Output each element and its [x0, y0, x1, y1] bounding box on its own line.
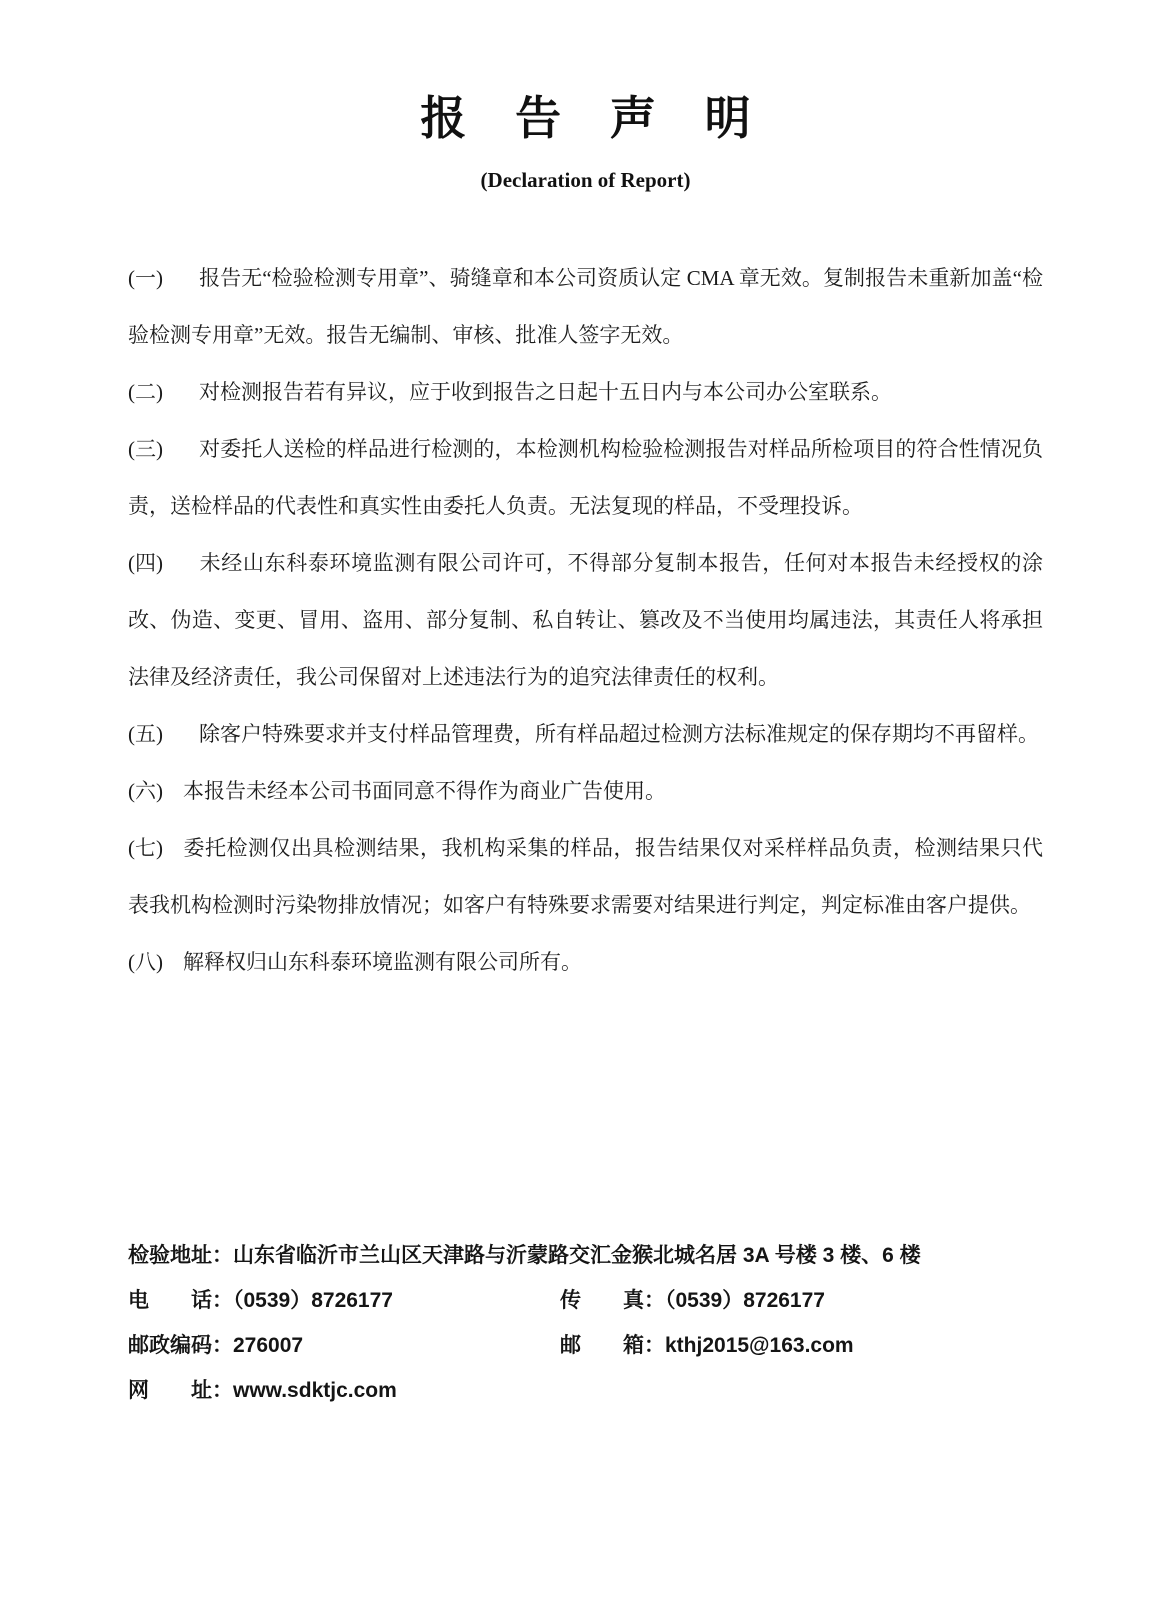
fax	[560, 1278, 1043, 1323]
contact-footer	[128, 1233, 1043, 1413]
fax-label: 传 真：	[560, 1289, 665, 1312]
footer-row-address	[128, 1233, 1043, 1278]
page-title: 报 告 声 明	[420, 92, 769, 144]
declaration-text: 对委托人送检的样品进行检测的，本检测机构检验检测报告对样品所检项目的符合性情况负责，送检样品的代表性和真实性由委托人负责。无法复现的样品，不受理投诉。	[128, 437, 1043, 518]
declaration-item-5	[128, 706, 1043, 763]
fax-value: （0539）8726177	[665, 1289, 825, 1312]
declaration-number: (七)	[128, 836, 163, 860]
declaration-item-3	[128, 421, 1043, 535]
address-label: 检验地址：	[128, 1244, 233, 1267]
footer-row-website	[128, 1368, 1043, 1413]
website-label: 网 址：	[128, 1379, 233, 1402]
page-subtitle: (Declaration of Report)	[480, 168, 691, 192]
footer-row-phone-fax	[128, 1278, 1043, 1323]
declaration-number: (八)	[128, 950, 163, 974]
website-value: www.sdktjc.com	[233, 1379, 397, 1402]
declaration-number: (二)	[128, 380, 163, 404]
declaration-list	[128, 250, 1043, 991]
inspection-address	[128, 1233, 1043, 1278]
phone-value: （0539）8726177	[233, 1289, 393, 1312]
footer-row-postcode-email	[128, 1323, 1043, 1368]
email-label: 邮 箱：	[560, 1334, 665, 1357]
declaration-text: 对检测报告若有异议，应于收到报告之日起十五日内与本公司办公室联系。	[199, 380, 892, 404]
phone-label: 电 话：	[128, 1289, 233, 1312]
declaration-item-4	[128, 535, 1043, 706]
declaration-item-8	[128, 934, 1043, 991]
address-value: 山东省临沂市兰山区天津路与沂蒙路交汇金猴北城名居 3A 号楼 3 楼、6 楼	[233, 1244, 921, 1267]
declaration-text: 报告无“检验检测专用章”、骑缝章和本公司资质认定 CMA 章无效。复制报告未重新加盖“检验检测专用章”无效。报告无编制、审核、批准人签字无效。	[128, 266, 1043, 347]
declaration-number: (一)	[128, 266, 163, 290]
declaration-item-7	[128, 820, 1043, 934]
declaration-text: 解释权归山东科泰环境监测有限公司所有。	[183, 950, 582, 974]
declaration-item-1	[128, 250, 1043, 364]
declaration-item-6	[128, 763, 1043, 820]
declaration-item-2	[128, 364, 1043, 421]
postcode-label: 邮政编码：	[128, 1334, 233, 1357]
declaration-number: (三)	[128, 437, 163, 461]
email-value: kthj2015@163.com	[665, 1334, 854, 1357]
declaration-text: 除客户特殊要求并支付样品管理费，所有样品超过检测方法标准规定的保存期均不再留样。	[199, 722, 1039, 746]
declaration-number: (六)	[128, 779, 163, 803]
declaration-number: (五)	[128, 722, 163, 746]
postcode-value: 276007	[233, 1334, 304, 1357]
declaration-text: 未经山东科泰环境监测有限公司许可，不得部分复制本报告，任何对本报告未经授权的涂改、伪造、变更、冒用、盗用、部分复制、私自转让、篡改及不当使用均属违法，其责任人将承担法律及经济责任，我公司保留对上述违法行为的追究法律责任的权利。	[128, 551, 1043, 689]
declaration-text: 本报告未经本公司书面同意不得作为商业广告使用。	[183, 779, 666, 803]
phone	[128, 1278, 560, 1323]
email	[560, 1323, 1043, 1368]
website	[128, 1368, 560, 1413]
declaration-number: (四)	[128, 551, 163, 575]
postcode	[128, 1323, 560, 1368]
declaration-text: 委托检测仅出具检测结果，我机构采集的样品，报告结果仅对采样样品负责，检测结果只代表我机构检测时污染物排放情况；如客户有特殊要求需要对结果进行判定，判定标准由客户提供。	[128, 836, 1043, 917]
